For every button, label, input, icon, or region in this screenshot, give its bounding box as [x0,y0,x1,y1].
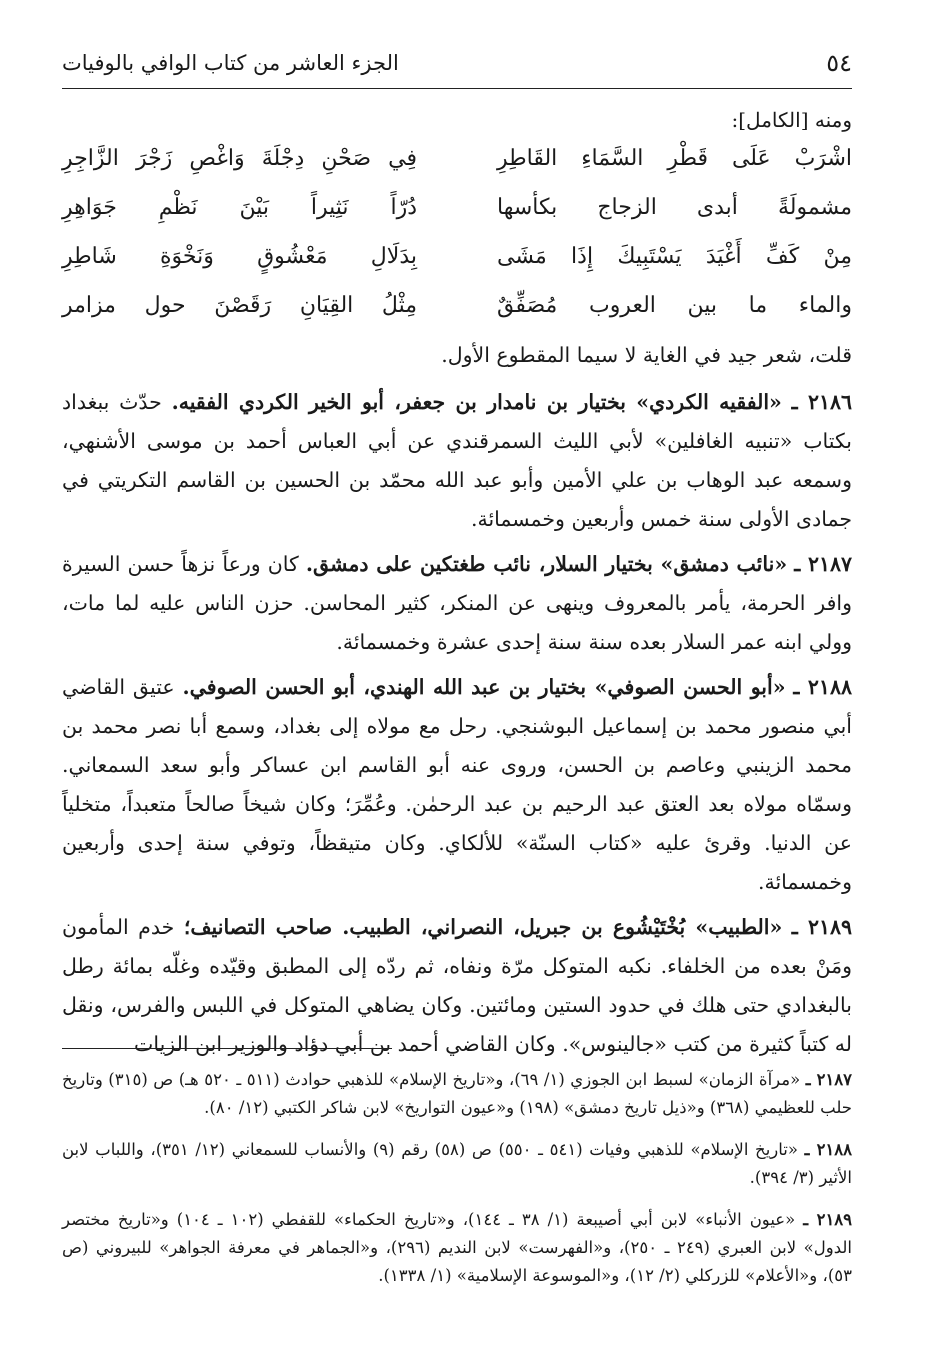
verse-first-hemistich: مشمولَةً أبدى الزجاج بكأسها [497,195,852,220]
footnote [62,1066,852,1122]
verse-second-hemistich: مِثْلُ القِيَانِ رَقَصْنَ حول مزامر [62,293,417,318]
verse-second-hemistich: دُرّاً نَثِيراً بَيْنَ نَظْمِ جَوَاهِرِ [62,195,417,220]
poem [62,146,852,342]
footnote-text: «عيون الأنباء» لابن أبي أصيبعة (١/ ٣٨ ـ ١٤٤)، و«تاريخ الحكماء» للقفطي (١٠٢ ـ ١٠٤) و«تاريخ مختصر الدول» لابن العبري (٢٤٩ ـ ٢٥٠)، و«الفهرست» لابن النديم (٢٩٦)، و«الجماهر في معرفة الجواهر» للبيروني (ص ٥٣)، و«الأعلام» للزركلي (٢/ ١٢)، و«الموسوعة الإسلامية» (١/ ١٣٣٨). [62,1210,852,1285]
biography-entry [62,383,852,539]
footnote-number: ٢١٨٧ ـ [805,1070,853,1089]
verse [62,195,852,244]
entry-text: حدّث ببغداد بكتاب «تنبيه الغافلين» لأبي الليث السمرقندي عن أبي العباس أحمد بن موسى الأشنهي، وسمعه عبد الوهاب بن علي الأمين وأبو عبد الله محمّد بن الحسين بن القاسم التكريتي في جمادى الأولى سنة خمس وأربعين وخمسمائة. [62,390,852,531]
entry-text: خدم المأمون ومَنْ بعده من الخلفاء. نكبه المتوكل مرّة ونفاه، ثم ردّه إلى المطبق وقيّده وغلّه بمائة رطل بالبغدادي حتى هلك في حدود الستين ومائتين. وكان يضاهي المتوكل في اللبس والفرس، ونقل له كتباً كثيرة من كتب «جالينوس». وكان القاضي أحمد بن أبي دؤاد والوزير ابن الزيات [62,915,852,1056]
entry-number: ٢١٨٦ ـ [791,390,852,414]
running-header [62,38,852,89]
verse-second-hemistich: بِدَلَالِ مَعْشُوقٍ وَنَخْوَةِ شَاطِرِ [62,244,417,269]
entry-title: «أبو الحسن الصوفي» بختيار بن عبد الله الهندي، أبو الحسن الصوفي. [182,675,786,699]
entry-text: عتيق القاضي أبي منصور محمد بن إسماعيل البوشنجي. رحل مع مولاه إلى بغداد، وسمع أبا نصر محمد بن محمد الزينبي وعاصم بن الحسن، وروى عنه أبو القاسم ابن عساكر وأبو سعد السمعاني. وسمّاه مولاه بعد العتق عبد الرحيم بن عبد الرحمٰن. وعُمِّرَ؛ وكان شيخاً صالحاً متعبداً، متخلياً عن الدنيا. وقرئ عليه «كتاب السنّة» للألكاي. وكان متيقظاً، وتوفي سنة إحدى وأربعين وخمسمائة. [62,675,852,894]
entry-title: «الفقيه الكردي» بختيار بن نامدار بن جعفر، أبو الخير الكردي الفقيه. [171,390,782,414]
biography-entry [62,908,852,1064]
poem-intro: ومنه [الكامل]: [731,108,852,132]
entry-number: ٢١٨٩ ـ [791,915,852,939]
page-number: ٥٤ [826,49,852,77]
footnote-divider [62,1048,392,1049]
verse [62,244,852,293]
footnote [62,1136,852,1192]
author-comment: قلت، شعر جيد في الغاية لا سيما المقطوع الأول. [441,343,852,367]
entry-title: «الطبيب» بُخْتَيْشُوع بن جبريل، النصراني، الطبيب. صاحب التصانيف؛ [183,915,783,939]
book-page [62,38,852,1338]
footnote-number: ٢١٨٩ ـ [803,1210,853,1229]
main-text [62,336,852,1064]
footnote-text: «مرآة الزمان» لسبط ابن الجوزي (١/ ٦٩)، و«تاريخ الإسلام» للذهبي حوادث (٥١١ ـ ٥٢٠ هـ) ص (٣١٥) وتاريخ حلب للعظيمي (٣٦٨) و«ذيل تاريخ دمشق» (١٩٨) و«عيون التواريخ» لابن شاكر الكتبي (١٢/ ٨٠). [62,1070,852,1117]
verse-first-hemistich: مِنْ كَفِّ أَغْيَدَ يَسْتَبِيكَ إِذَا مَشَى [497,244,852,269]
verse-first-hemistich: والماء ما بين العروب مُصَفِّقٌ [497,293,852,318]
verse [62,293,852,342]
book-title: الجزء العاشر من كتاب الوافي بالوفيات [62,51,399,75]
entry-text: كان ورعاً نزهاً حسن السيرة وافر الحرمة، يأمر بالمعروف وينهى عن المنكر، كثير المحاسن. حزن الناس عليه لما مات، وولي ابنه عمر السلار بعده سنة سنة إحدى عشرة وخمسمائة. [62,552,852,654]
verse-second-hemistich: فِي صَحْنِ دِجْلَةَ وَاغْصِ زَجْرَ الزَّاجِرِ [62,146,417,171]
verse-first-hemistich: اشْرَبْ عَلَى قَطْرِ السَّمَاءِ القَاطِرِ [497,146,852,171]
entry-number: ٢١٨٧ ـ [794,552,852,576]
entry-title: «نائب دمشق» بختيار السلار، نائب طغتكين على دمشق. [305,552,788,576]
biography-entry [62,668,852,902]
verse [62,146,852,195]
footnote-number: ٢١٨٨ ـ [804,1140,853,1159]
footnote [62,1206,852,1290]
footnote-text: «تاريخ الإسلام» للذهبي وفيات (٥٤١ ـ ٥٥٠) ص (٥٨) رقم (٩) والأنساب للسمعاني (١٢/ ٣٥١)، واللباب لابن الأثير (٣/ ٣٩٤). [62,1140,852,1187]
biography-entry [62,545,852,662]
entry-number: ٢١٨٨ ـ [793,675,852,699]
